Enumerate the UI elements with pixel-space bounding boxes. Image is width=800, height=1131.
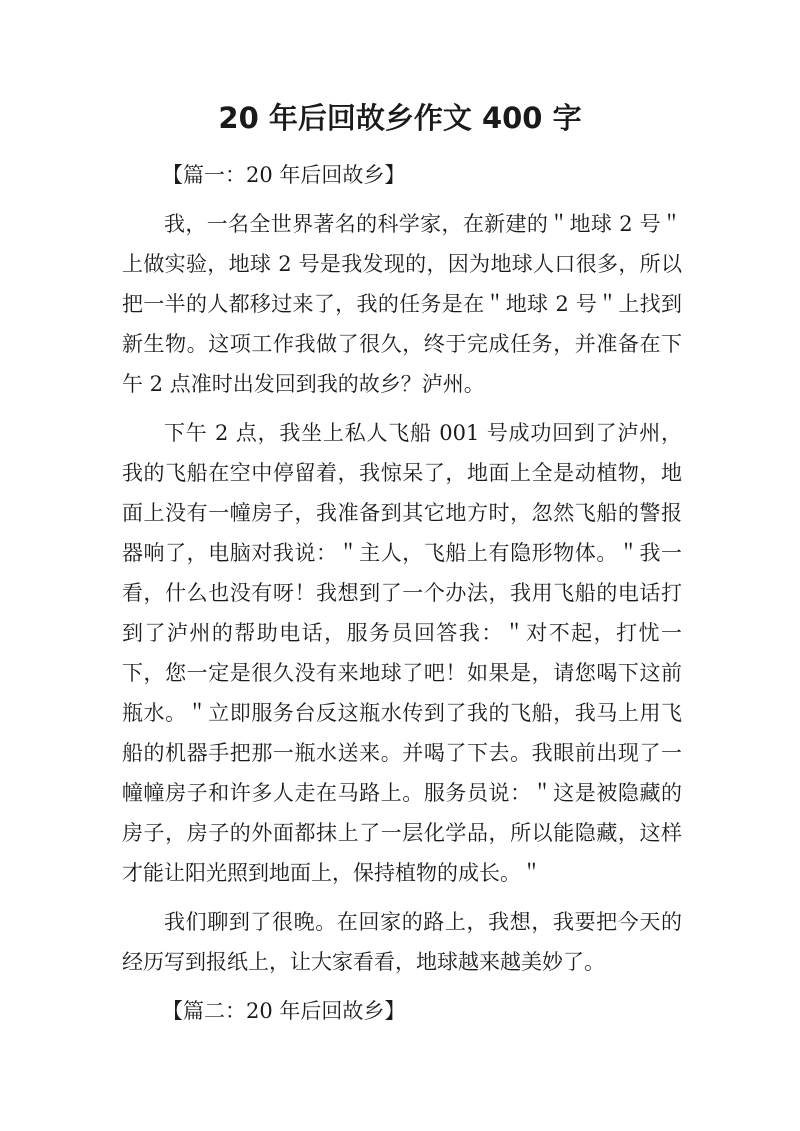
paragraph-3: 我们聊到了很晚。在回家的路上，我想，我要把今天的经历写到报纸上，让大家看看，地球越来越美妙了。	[122, 910, 682, 974]
paragraph-2: 下午 2 点，我坐上私人飞船 001 号成功回到了泸州，我的飞船在空中停留着，我惊呆了，地面上全是动植物，地面上没有一幢房子，我准备到其它地方时，忽然飞船的警报器响了，电脑对我说：＂主人，飞船上有隐形物体。＂我一看，什么也没有呀！我想到了一个办法，我用飞船的电话打到了泸州的帮助电话，服务员回答我：＂对不起，打忧一下，您一定是很久没有来地球了吧！如果是，请您喝下这前瓶水。＂立即服务台反这瓶水传到了我的飞船，我马上用飞船的机器手把那一瓶水送来。并喝了下去。我眼前出现了一幢幢房子和许多人走在马路上。服务员说：＂这是被隐藏的房子，房子的外面都抹上了一层化学品，所以能隐藏，这样才能让阳光照到地面上，保持植物的成长。＂	[122, 421, 682, 885]
document-body	[122, 155, 682, 1040]
section-heading-1: 【篇一：20 年后回故乡】	[162, 163, 406, 187]
document-title: 20 年后回故乡作文 400 字	[218, 101, 582, 135]
section-heading-2: 【篇二：20 年后回故乡】	[162, 999, 406, 1023]
paragraph-1: 我，一名全世界著名的科学家，在新建的＂地球 2 号＂上做实验，地球 2 号是我发现的，因为地球人口很多，所以把一半的人都移过来了，我的任务是在＂地球 2 号＂上找到新生物。这项工作我做了很久，终于完成任务，并准备在下午 2 点准时出发回到我的故乡？泸州。	[122, 212, 682, 396]
